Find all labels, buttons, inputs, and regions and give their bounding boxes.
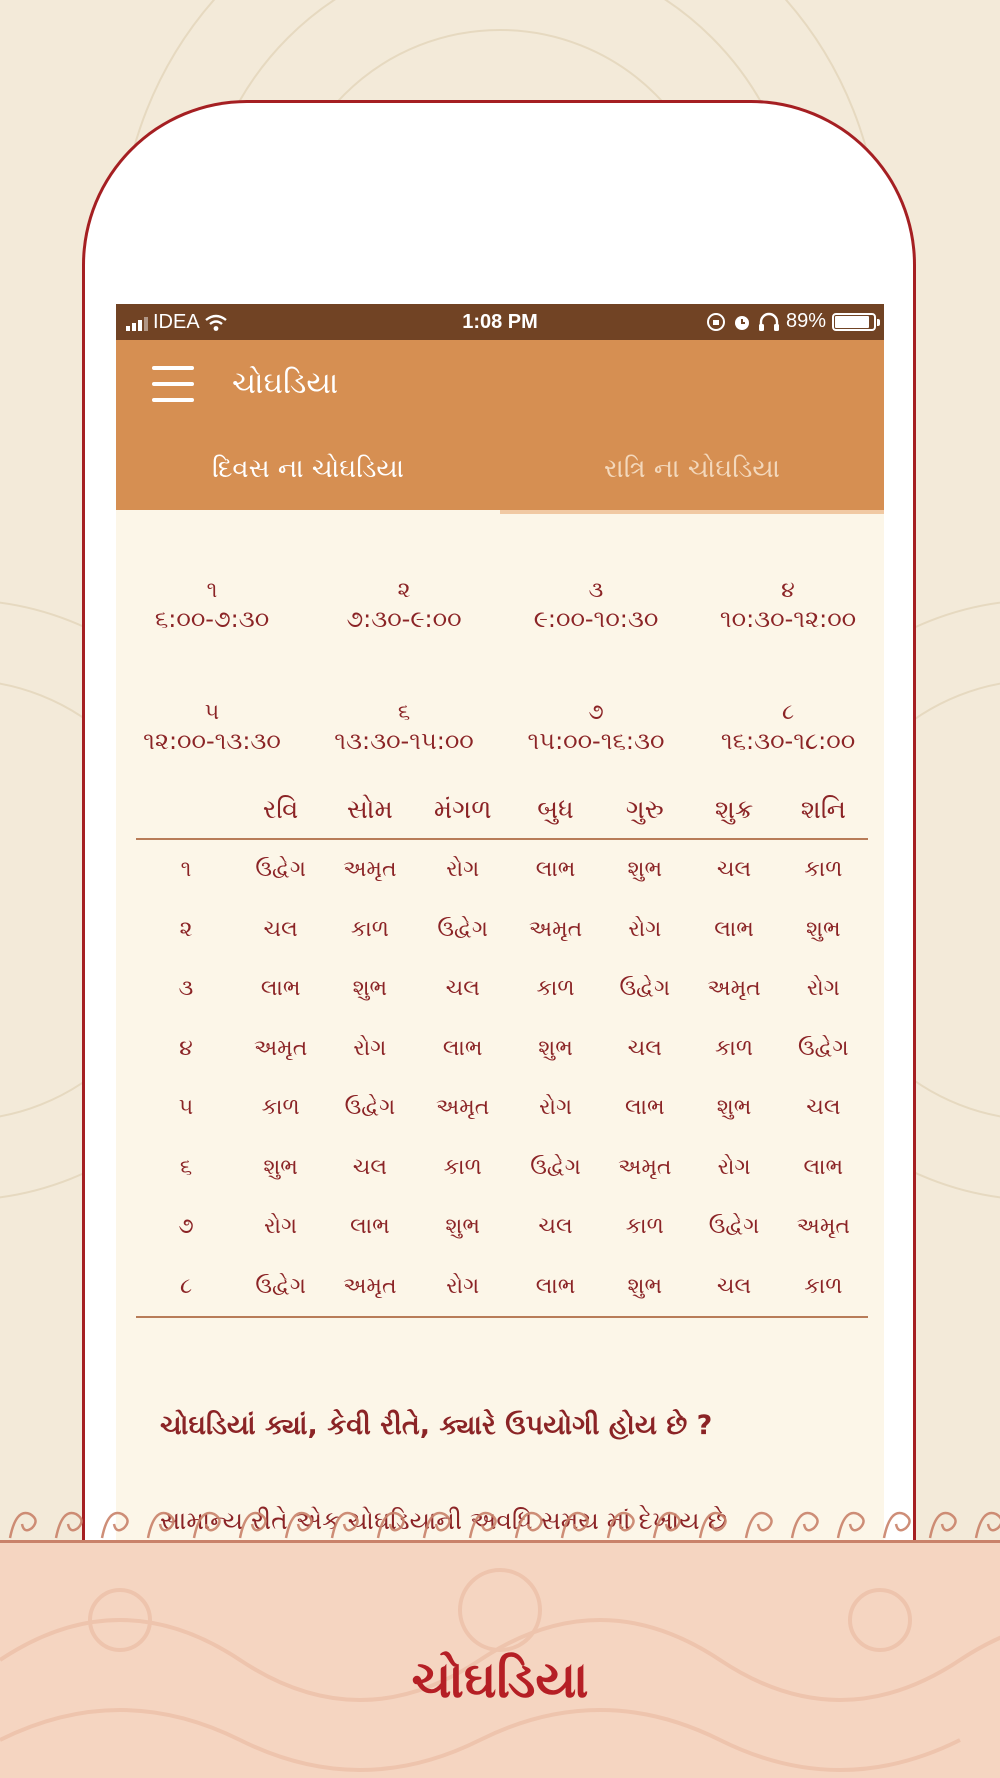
table-cell: કાળ — [536, 976, 575, 1002]
table-cell: અમૃત — [707, 976, 761, 1002]
table-cell: ઉદ્વેગ — [236, 1257, 325, 1318]
table-cell: શુભ — [538, 1035, 573, 1061]
table-cell: અમૃત — [528, 916, 583, 942]
battery-icon — [832, 313, 876, 331]
header-day: રવિ — [236, 782, 325, 839]
table-cell: લાભ — [260, 976, 301, 1002]
slot-time: ૧૨:૦૦-૧૩:૩૦ — [143, 727, 281, 755]
table-cell: શુભ — [352, 976, 388, 1002]
header-day: શુક્ર — [689, 782, 778, 839]
time-slot — [116, 700, 308, 756]
headphones-icon — [758, 312, 780, 332]
app-bar — [116, 340, 884, 434]
table-cell: રોગ — [415, 1257, 511, 1318]
table-cell: ઉદ્વેગ — [344, 1095, 396, 1121]
table-cell: ઉદ્વેગ — [255, 857, 306, 883]
table-cell: રોગ — [806, 976, 840, 1002]
table-cell: લાભ — [442, 1035, 483, 1061]
rotation-lock-icon — [706, 312, 726, 332]
table-cell: કાળ — [443, 1154, 482, 1180]
table-cell: રોગ — [717, 1154, 751, 1180]
table-cell: ચલ — [263, 916, 298, 942]
time-slot — [500, 700, 692, 756]
table-cell: લાભ — [624, 1095, 665, 1121]
row-number: ૮ — [136, 1257, 236, 1318]
slot-number: ૮ — [781, 700, 795, 725]
table-cell: રોગ — [446, 857, 480, 883]
table-cell: અમૃત — [343, 857, 397, 883]
tab-bar — [116, 434, 884, 514]
choghadiya-table — [136, 782, 868, 1318]
table-row — [136, 1257, 868, 1318]
row-number: ૨ — [179, 916, 193, 942]
slot-time: ૧૩:૩૦-૧૫:૦૦ — [334, 727, 474, 755]
table-cell: કાળ — [625, 1214, 664, 1240]
row-number: ૧ — [180, 857, 192, 883]
alarm-icon — [732, 312, 752, 332]
slot-time: ૭:૩૦-૯:૦૦ — [346, 605, 462, 633]
table-cell: ઉદ્વેગ — [437, 916, 488, 942]
table-cell: કાળ — [779, 1257, 868, 1318]
table-cell: ચલ — [352, 1154, 387, 1180]
slot-time: ૧૬:૩૦-૧૮:૦૦ — [720, 727, 856, 755]
status-bar — [116, 304, 884, 340]
row-number: ૭ — [178, 1214, 194, 1240]
header-day: ગુરુ — [600, 782, 689, 839]
app-screen — [116, 304, 884, 1540]
time-slots-row-1 — [116, 578, 884, 634]
row-number: ૫ — [178, 1095, 194, 1121]
table-cell: રોગ — [264, 1214, 298, 1240]
table-cell: ચલ — [538, 1214, 573, 1240]
slot-number: ૫ — [204, 700, 220, 725]
table-cell: શુભ — [263, 1154, 298, 1180]
slot-number: ૪ — [781, 578, 795, 603]
carrier-label: IDEA — [153, 311, 200, 333]
tab-night-choghadiya[interactable]: રાત્રિ ના ચોઘડિયા — [500, 434, 884, 514]
footer — [0, 1540, 1000, 1778]
slot-number: ૧ — [206, 578, 218, 603]
table-cell: શુભ — [627, 857, 663, 883]
table-cell: શુભ — [716, 1095, 752, 1121]
table-cell: રોગ — [628, 916, 662, 942]
table-cell: લાભ — [803, 1154, 844, 1180]
table-cell: ઉદ્વેગ — [530, 1154, 581, 1180]
table-cell: કાળ — [261, 1095, 300, 1121]
table-cell: ચલ — [716, 857, 752, 883]
time-slot — [692, 578, 884, 634]
table-cell: અમૃત — [436, 1095, 490, 1121]
time-slot — [692, 700, 884, 756]
time-slot — [116, 578, 308, 634]
hamburger-menu-icon[interactable] — [152, 366, 194, 402]
table-row — [136, 1138, 868, 1198]
table-header-row — [136, 782, 868, 839]
header-day: શનિ — [779, 782, 868, 839]
table-cell: લાભ — [714, 916, 754, 942]
slot-time: ૯:૦૦-૧૦:૩૦ — [533, 605, 659, 633]
table-cell: લાભ — [350, 1214, 390, 1240]
info-answer: સામાન્ય રીતે એક ચોઘડિયાની અવધિ સમય માં દેખાય છે — [160, 1506, 727, 1535]
table-cell: ચલ — [445, 976, 480, 1002]
tab-day-choghadiya[interactable]: દિવસ ના ચોઘડિયા — [116, 434, 500, 514]
table-cell: રોગ — [353, 1035, 387, 1061]
time-slot — [500, 578, 692, 634]
slot-number: ૬ — [397, 700, 411, 725]
table-cell: શુભ — [600, 1257, 689, 1318]
table-cell: કાળ — [350, 916, 389, 942]
status-time: 1:08 PM — [462, 311, 538, 333]
slot-time: ૧૫:૦૦-૧૬:૩૦ — [527, 727, 665, 755]
slot-time: ૬:૦૦-૭:૩૦ — [154, 605, 270, 633]
row-number: ૬ — [179, 1154, 193, 1180]
row-number: ૩ — [178, 976, 194, 1002]
floral-border — [0, 1494, 1000, 1544]
table-cell: ચલ — [689, 1257, 778, 1318]
table-cell: ચલ — [806, 1095, 841, 1121]
table-cell: ચલ — [627, 1035, 662, 1061]
table-cell: કાળ — [715, 1035, 754, 1061]
row-number: ૪ — [179, 1035, 193, 1061]
page-title: ચોઘડિયા — [232, 366, 339, 401]
app-logo: ચોઘડિયા — [411, 1650, 589, 1709]
table-row — [136, 839, 868, 900]
header-day: મંગળ — [415, 782, 511, 839]
table-cell: અમૃત — [618, 1154, 672, 1180]
table-row — [136, 900, 868, 960]
table-row — [136, 959, 868, 1019]
table-cell: શુભ — [445, 1214, 480, 1240]
header-day: બુધ — [511, 782, 600, 839]
table-cell: રોગ — [539, 1095, 573, 1121]
time-slot — [308, 700, 500, 756]
slot-time: ૧૦:૩૦-૧૨:૦૦ — [719, 605, 857, 633]
slot-number: ૭ — [588, 700, 604, 725]
table-cell: ઉદ્વેગ — [798, 1035, 849, 1061]
table-cell: લાભ — [535, 857, 576, 883]
time-slots-row-2 — [116, 700, 884, 756]
table-cell: કાળ — [804, 857, 843, 883]
table-cell: ઉદ્વેગ — [708, 1214, 760, 1240]
table-cell: અમૃત — [253, 1035, 308, 1061]
header-day: સોમ — [325, 782, 414, 839]
table-cell: અમૃત — [325, 1257, 414, 1318]
table-row — [136, 1019, 868, 1079]
table-row — [136, 1197, 868, 1257]
table-cell: લાભ — [511, 1257, 600, 1318]
header-blank — [136, 782, 236, 839]
slot-number: ૨ — [397, 578, 411, 603]
table-row — [136, 1078, 868, 1138]
time-slot — [308, 578, 500, 634]
table-cell: શુભ — [806, 916, 841, 942]
slot-number: ૩ — [588, 578, 604, 603]
info-question: ચોઘડિયાં ક્યાં, કેવી રીતે, ક્યારે ઉપયોગી હોય છે ? — [160, 1410, 713, 1441]
battery-percent: 89% — [785, 310, 826, 332]
table-cell: અમૃત — [796, 1214, 850, 1240]
table-cell: ઉદ્વેગ — [619, 976, 671, 1002]
